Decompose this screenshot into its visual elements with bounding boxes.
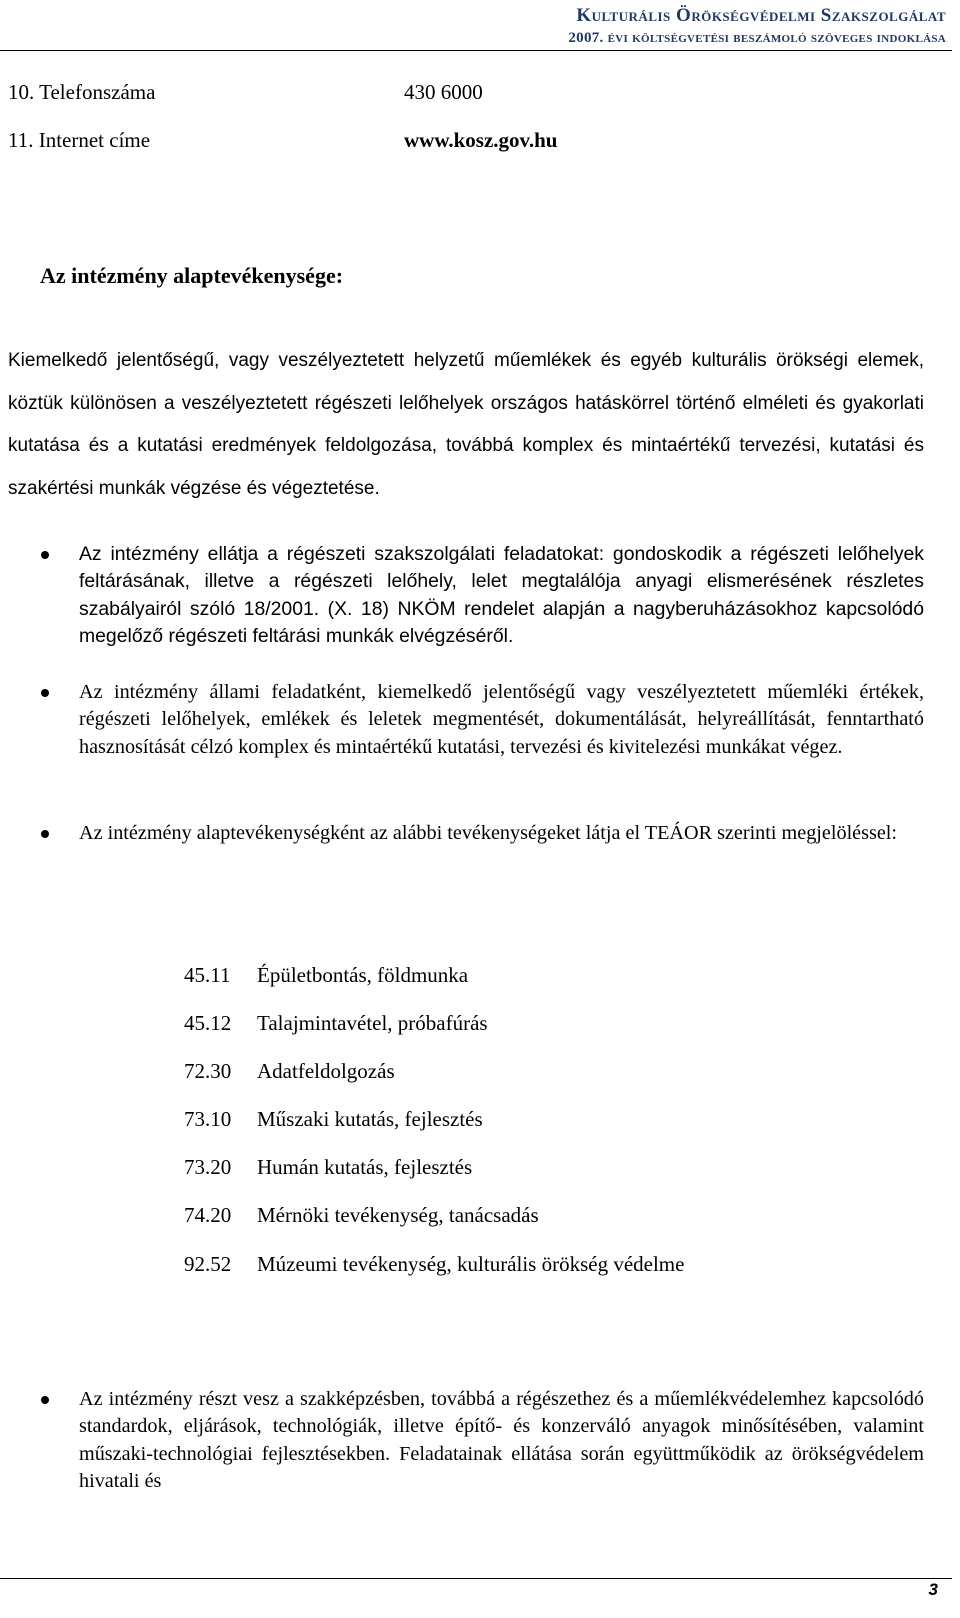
footer-divider <box>0 1578 952 1579</box>
teaor-description: Mérnöki tevékenység, tanácsadás <box>257 1203 539 1228</box>
teaor-description: Épületbontás, földmunka <box>257 963 469 987</box>
teaor-code: 45.12 <box>184 1011 232 1036</box>
teaor-description: Adatfeldolgozás <box>257 1059 395 1084</box>
header-divider <box>0 50 952 51</box>
phone-label: 10. Telefonszáma <box>8 80 156 104</box>
intro-paragraph: Kiemelkedő jelentőségű, vagy veszélyeztetett helyzetű műemlékek és egyéb kulturális örökségi elemek, köztük különösen a veszélyeztetett régészeti lelőhelyek országos hatáskörrel történő elméleti és gyakorlati kutatása és a kutatási eredmények feldolgozása, továbbá komplex és mintaértékű tervezési, kutatási és szakértési munkák végzése és végeztetése. <box>8 350 924 499</box>
teaor-code: 72.30 <box>184 1059 232 1084</box>
bullet-item-state-tasks: Az intézmény állami feladatként, kiemelkedő jelentőségű vagy veszélyeztetett műemléki értékek, régészeti lelőhelyek, emlékek és leletek megmentését, dokumentálását, helyreállítását, fenntartható hasznosítását célzó komplex és mintaértékű kutatási, tervezési és kivitelezési munkákat végez. <box>79 679 924 761</box>
bullet-item-archaeology: Az intézmény ellátja a régészeti szakszolgálati feladatokat: gondoskodik a régészeti lelőhelyek feltárásának, illetve a régészeti lelőhely, lelet megtalálója anyagi elismerésének részletes szabályairól szóló 18/2001. (X. 18) NKÖM rendelet alapján a nagyberuházásokhoz kapcsolódó megelőző régészeti feltárási munkák elvégzéséről. <box>79 541 924 650</box>
bullet-item-teaor-intro: Az intézmény alaptevékenységként az alábbi tevékenységeket látja el TEÁOR szerinti megjelöléssel: <box>79 820 924 847</box>
header-document-title: 2007. évi költségvetési beszámoló szöveges indoklása <box>568 30 946 46</box>
page-number: 3 <box>928 1580 938 1599</box>
page-header <box>568 4 946 48</box>
bullet-item-training: Az intézmény részt vesz a szakképzésben, továbbá a régészethez és a műemlékvédelemhez kapcsolódó standardok, eljárások, technológiák, illetve építő- és konzerváló anyagok minősítésében, valamint műszaki-technológiai fejlesztésekben. Feladatainak ellátása során együttműködik az örökségvédelem hivatali és <box>79 1386 924 1495</box>
phone-value: 430 6000 <box>404 80 483 104</box>
teaor-description: Múzeumi tevékenység, kulturális örökség védelme <box>257 1251 685 1276</box>
teaor-description: Humán kutatás, fejlesztés <box>257 1155 473 1180</box>
website-link[interactable]: www.kosz.gov.hu <box>404 128 558 152</box>
teaor-description: Műszaki kutatás, fejlesztés <box>257 1107 483 1132</box>
header-organization: Kulturális Örökségvédelmi Szakszolgálat <box>576 5 946 26</box>
teaor-code: 73.20 <box>184 1155 232 1180</box>
teaor-code: 74.20 <box>184 1203 232 1228</box>
teaor-description: Talajmintavétel, próbafúrás <box>257 1011 488 1036</box>
teaor-code: 45.11 <box>184 963 231 987</box>
teaor-code: 92.52 <box>184 1251 232 1276</box>
website-label: 11. Internet címe <box>8 128 151 152</box>
section-title: Az intézmény alaptevékenysége: <box>40 263 344 288</box>
teaor-code: 73.10 <box>184 1107 232 1132</box>
